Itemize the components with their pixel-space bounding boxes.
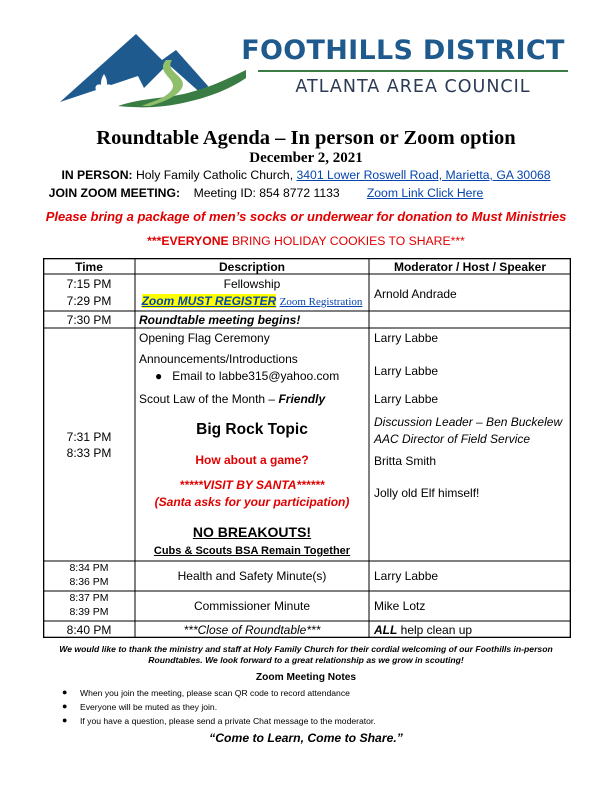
- zoom-note-2: Everyone will be muted as they join.: [80, 702, 218, 712]
- mod-director: AAC Director of Field Service: [374, 432, 531, 446]
- email-bullet: ● Email to labbe315@yahoo.com: [155, 369, 340, 383]
- meeting-id: Meeting ID: 854 8772 1133: [193, 186, 340, 200]
- game-topic: How about a game?: [195, 453, 309, 467]
- org-divider: [258, 70, 568, 72]
- row2-time: 7:30 PM: [66, 313, 112, 327]
- row5-moderator: Mike Lotz: [374, 599, 426, 613]
- motto: “Come to Learn, Come to Share.”: [209, 731, 403, 745]
- col-header-time: Time: [75, 260, 103, 274]
- row5-description: Commissioner Minute: [193, 599, 311, 613]
- flag-ceremony: Opening Flag Ceremony: [139, 331, 270, 345]
- scout-law: [139, 392, 325, 406]
- note-bullet-1: ●: [62, 687, 68, 697]
- row3-time-end: 8:33 PM: [66, 446, 112, 460]
- mod-announcements: Larry Labbe: [374, 364, 439, 378]
- row6-moderator-all: ALL: [374, 623, 398, 637]
- page-title: Roundtable Agenda – In person or Zoom option: [96, 127, 516, 149]
- zoom-must-register-link[interactable]: Zoom MUST REGISTER: [141, 294, 277, 308]
- row6-description: ***Close of Roundtable***: [183, 623, 321, 637]
- santa-visit: *****VISIT BY SANTA******: [179, 478, 325, 492]
- zoom-link[interactable]: Zoom Link Click Here: [366, 186, 484, 200]
- mod-flag: Larry Labbe: [374, 331, 439, 345]
- row6-moderator: [374, 623, 472, 637]
- row2-description: Roundtable meeting begins!: [139, 313, 301, 327]
- org-subtitle: ATLANTA AREA COUNCIL: [295, 77, 531, 97]
- row1-moderator: Arnold Andrade: [374, 287, 457, 301]
- email-text: Email to labbe315@yahoo.com: [172, 369, 340, 383]
- row1-zoom-register: [135, 294, 369, 309]
- row4-time-end: 8:36 PM: [69, 576, 109, 588]
- row5-time-end: 8:39 PM: [69, 606, 109, 618]
- row1-time-start: 7:15 PM: [66, 277, 112, 291]
- row6-moderator-rest: help clean up: [397, 623, 473, 637]
- row6-time: 8:40 PM: [66, 623, 112, 637]
- address-link[interactable]: 3401 Lower Roswell Road, Marietta, GA 30068: [296, 168, 551, 182]
- row5-time-start: 8:37 PM: [69, 592, 109, 604]
- zoom-registration-link[interactable]: Zoom Registration: [279, 296, 363, 308]
- row1-description: Fellowship: [223, 277, 281, 291]
- in-person-line: [0, 168, 612, 182]
- zoom-notes-heading: Zoom Meeting Notes: [255, 672, 357, 683]
- row4-description: Health and Safety Minute(s): [177, 569, 327, 583]
- scout-law-label: Scout Law of the Month –: [139, 392, 276, 406]
- mod-discussion-leader: Discussion Leader – Ben Buckelew: [374, 415, 563, 429]
- cookies-text: BRING HOLIDAY COOKIES TO SHARE***: [228, 234, 465, 248]
- thanks-message: We would like to thank the ministry and staff at Holy Family Church for their cordial welcoming of our Foothills in-person Roundtables. We look forward to a great relationship as we grow in scouting!: [59, 644, 553, 665]
- mountain-shape: [60, 34, 208, 102]
- district-logo: [58, 30, 248, 110]
- big-rock-topic: Big Rock Topic: [196, 421, 308, 438]
- cookies-notice: [0, 234, 612, 248]
- meeting-date: December 2, 2021: [249, 150, 363, 166]
- in-person-label: IN PERSON:: [61, 168, 133, 182]
- scout-law-word: Friendly: [278, 392, 326, 406]
- announcements: Announcements/Introductions: [139, 352, 298, 366]
- mod-game: Britta Smith: [374, 454, 437, 468]
- row4-moderator: Larry Labbe: [374, 569, 439, 583]
- zoom-line: [0, 186, 572, 200]
- no-breakouts: NO BREAKOUTS!: [192, 524, 312, 540]
- zoom-label: JOIN ZOOM MEETING:: [48, 186, 181, 200]
- venue-text: Holy Family Catholic Church,: [135, 168, 294, 182]
- mod-scout-law: Larry Labbe: [374, 392, 439, 406]
- row4-time-start: 8:34 PM: [69, 562, 109, 574]
- zoom-note-1: When you join the meeting, please scan QR code to record attendance: [80, 688, 350, 698]
- zoom-note-3: If you have a question, please send a private Chat message to the moderator.: [80, 716, 376, 726]
- col-header-description: Description: [218, 260, 285, 274]
- mod-santa: Jolly old Elf himself!: [374, 486, 480, 500]
- col-header-moderator: Moderator / Host / Speaker: [393, 260, 547, 274]
- donation-notice: Please bring a package of men’s socks or underwear for donation to Must Ministries: [45, 209, 567, 224]
- cubs-scouts-together: Cubs & Scouts BSA Remain Together: [153, 545, 351, 557]
- note-bullet-2: ●: [62, 701, 68, 711]
- row3-time-start: 7:31 PM: [66, 430, 112, 444]
- agenda-table: [43, 258, 571, 638]
- santa-participation: (Santa asks for your participation): [154, 495, 350, 509]
- cookies-prefix: ***EVERYONE: [147, 234, 229, 248]
- note-bullet-3: ●: [62, 715, 68, 725]
- org-name: FOOTHILLS DISTRICT: [241, 35, 565, 66]
- row1-time-end: 7:29 PM: [66, 294, 112, 308]
